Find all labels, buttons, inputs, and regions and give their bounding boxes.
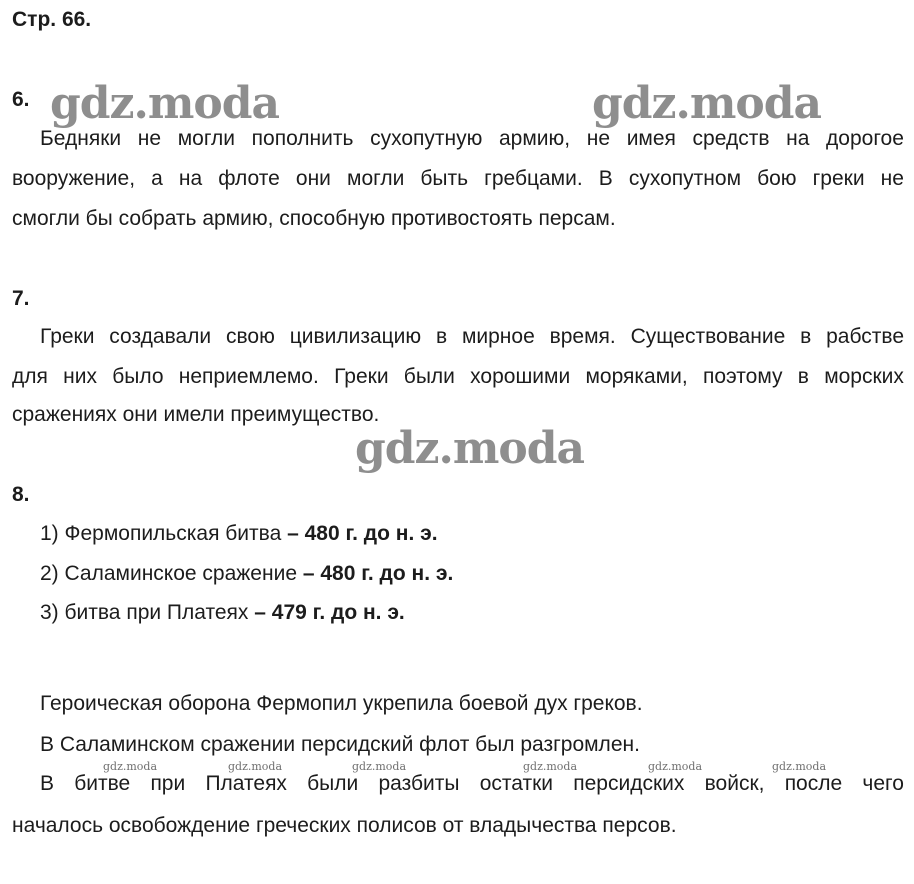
task-7-number: 7. [12,287,30,310]
battle-date: 480 г. до н. э. [320,562,454,585]
word: быть [420,167,469,190]
watermark-small: gdz.moda [523,760,578,773]
word: разбиты [378,772,460,795]
word: Платеях [205,772,287,795]
word: армию, [499,127,571,150]
watermark: gdz.moda [50,78,280,129]
word: морских [824,365,904,388]
conclusion-line-3 [40,772,904,796]
task-6-number: 6. [12,88,30,111]
word: на [786,127,810,150]
word: вооружение, [12,167,136,190]
word: Существование [630,325,786,348]
battle-name: 1) Фермопильская битва [40,522,288,545]
task-7-line-1 [40,325,904,349]
task-6-line-2 [12,167,904,191]
battle-dash: – [254,601,266,624]
word: остатки [479,772,554,795]
word: не [137,127,162,150]
word: Греки [40,325,95,348]
page-label: Стр. 66. [12,8,92,31]
word: для [12,365,48,388]
word: в [797,365,809,388]
word: войск, [704,772,765,795]
word: греки [812,167,865,190]
battle-date: 480 г. до н. э. [304,522,438,545]
watermark: gdz.moda [592,78,822,129]
word: были [403,365,455,388]
word: в [435,325,448,348]
word: мирное [461,325,535,348]
battle-item [40,562,453,586]
battle-name: 2) Саламинское сражение [40,562,303,585]
word: не [586,127,611,150]
word: сухопутную [370,127,483,150]
word: бою [757,167,797,190]
watermark-small: gdz.moda [228,760,283,773]
word: могли [347,167,405,190]
word: битве [74,772,131,795]
word: В [598,167,613,190]
word: персидских [573,772,685,795]
battle-item [40,601,405,625]
word: в [800,325,812,348]
word: поэтому [702,365,783,388]
battle-item [40,522,438,546]
word: были [307,772,359,795]
word: флоте [218,167,280,190]
word: время. [549,325,616,348]
watermark-small: gdz.moda [648,760,703,773]
word: сухопутном [628,167,742,190]
task-7-line-2 [12,365,904,389]
word: гребцами. [484,167,583,190]
word: хорошими [470,365,571,388]
battle-name: 3) битва при Платеях [40,601,255,624]
word: чего [862,772,904,795]
conclusion-line-4: началось освобождение греческих полисов от владычества персов. [12,814,677,837]
task-6-line-1 [40,127,904,151]
conclusion-line-1: Героическая оборона Фермопил укрепила боевой дух греков. [40,692,643,715]
word: при [150,772,186,795]
word: имея [626,127,676,150]
watermark-small: gdz.moda [772,760,827,773]
battle-dash: – [287,522,299,545]
word: В [40,772,55,795]
task-8-number: 8. [12,483,30,506]
word: моряками, [585,365,688,388]
battle-date: 479 г. до н. э. [271,601,405,624]
watermark-small: gdz.moda [103,760,158,773]
watermark-small: gdz.moda [352,760,407,773]
word: могли [177,127,236,150]
watermark: gdz.moda [355,423,585,474]
word: они [295,167,331,190]
word: а [151,167,163,190]
word: цивилизацию [289,325,422,348]
word: пополнить [251,127,354,150]
word: дорогое [826,127,904,150]
word: рабстве [826,325,904,348]
word: них [63,365,97,388]
word: Бедняки [40,127,122,150]
word: средств [692,127,770,150]
word: неприемлемо. [178,365,319,388]
battle-dash: – [302,562,315,585]
word: после [784,772,843,795]
word: Греки [334,365,389,388]
word: свою [226,325,275,348]
word: создавали [109,325,212,348]
word: было [112,365,164,388]
task-7-line-3: сражениях они имели преимущество. [12,403,380,426]
word: не [880,167,904,190]
conclusion-line-2: В Саламинском сражении персидский флот был разгромлен. [40,733,640,756]
task-6-line-3: смогли бы собрать армию, способную противостоять персам. [12,207,616,230]
word: на [178,167,203,190]
